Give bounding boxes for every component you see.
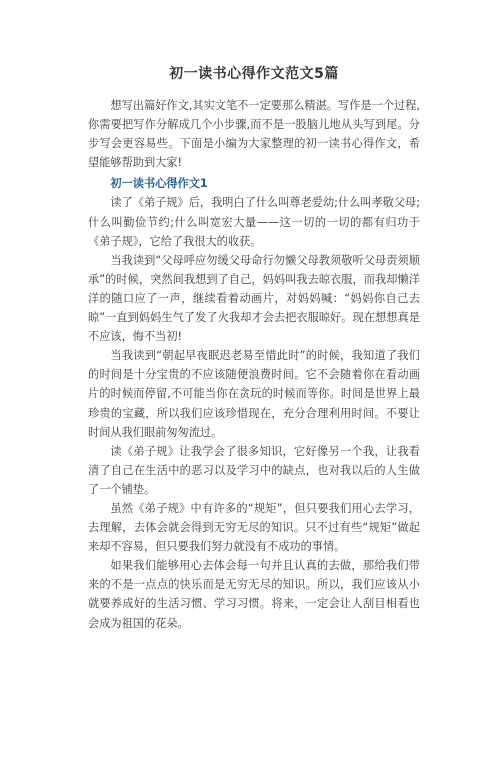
document-title: 初一读书心得作文范文5篇 <box>169 66 339 82</box>
body-paragraph-5: 虽然《弟子规》中有许多的“规矩”，但只要我们用心去学习，去理解，去体会就会得到无穷无尽的知识。只不过有些“规矩”做起来却不容易，但只要我们努力就没有不成功的事情。 <box>88 501 420 554</box>
body-paragraph-3: 当我读到“朝起早夜眠迟老易至惜此时”的时候，我知道了我们的时间是十分宝贵的不应该随便浪费时间。它不会随着你在看动画片的时候而停留,不可能当你在贪玩的时候而等你。时间是世界上最珍贵的宝藏，所以我们应该珍惜现在，充分合理利用时间。不要让时间从我们眼前匆匆流过。 <box>88 349 420 439</box>
body-paragraph-2: 当我读到“父母呼应勿缓父母命行勿懒父母教须敬听父母责须顺承”的时候，突然间我想到了自己，妈妈叫我去晾衣服，而我却懒洋洋的随口应了一声，继续看着动画片，对妈妈喊：“妈妈你自己去晾”一直到妈妈生气了发了火我却才会去把衣服晾好。现在想想真是不应该，悔不当初! <box>88 253 420 344</box>
body-paragraph-4: 读《弟子规》让我学会了很多知识，它好像另一个我，让我看清了自己在生活中的恶习以及学习中的缺点，也对我以后的人生做了一个铺垫。 <box>88 444 420 496</box>
section-heading: 初一读书心得作文1 <box>110 177 208 191</box>
document-page <box>0 64 496 766</box>
intro-paragraph: 想写出篇好作文,其实文笔不一定要那么精湛。写作是一个过程,你需要把写作分解成几个小步骤,而不是一股脑儿地从头写到尾。分步写会更容易些。下面是小编为大家整理的初一读书心得作文，希望能够帮助到大家! <box>88 99 420 170</box>
body-paragraph-1: 读了《弟子规》后，我明白了什么叫尊老爱幼;什么叫孝敬父母;什么叫勤俭节约;什么叫宽宏大量——这一切的一切的都有归功于《弟子规》，它给了我很大的收获。 <box>88 196 420 248</box>
body-paragraph-6: 如果我们能够用心去体会每一句并且认真的去做，那给我们带来的不是一点点的快乐而是无穷无尽的知识。所以，我们应该从小就要养成好的生活习惯、学习习惯。将来，一定会让人刮目相看也会成为祖国的花朵。 <box>88 559 420 630</box>
